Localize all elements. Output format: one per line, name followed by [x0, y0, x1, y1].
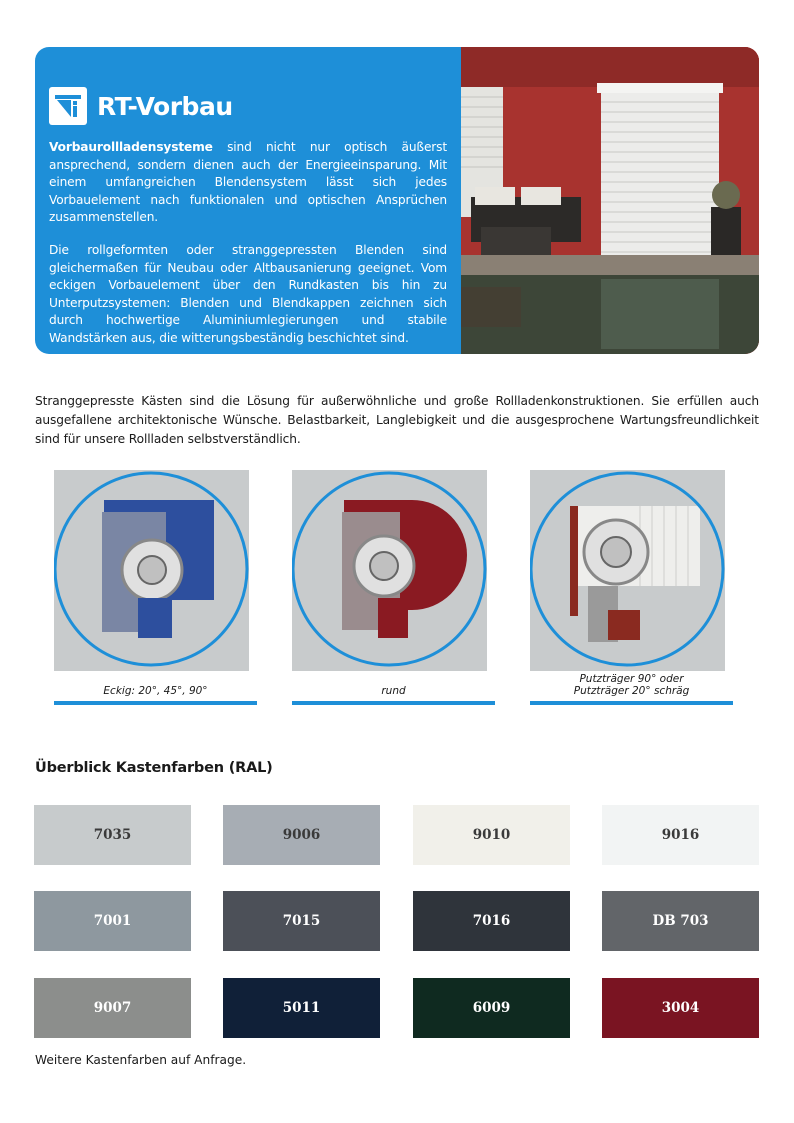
title-row: [49, 87, 447, 125]
swatch-7016: [413, 891, 570, 951]
product-caption-round: [292, 671, 495, 701]
swatch-7035: [34, 805, 191, 865]
footer-note: Weitere Kastenfarben auf Anfrage.: [35, 1053, 247, 1067]
house-photo: [461, 47, 759, 354]
swatch-label: 7016: [472, 913, 511, 929]
banner-paragraph-1-bold: Vorbaurollladensysteme: [49, 140, 213, 154]
swatch-label: 9016: [661, 827, 700, 843]
product-plaster-box: [530, 470, 733, 705]
swatch-label: 7001: [93, 913, 132, 929]
product-caption-plaster-line2: Putzträger 20° schräg: [573, 685, 690, 697]
product-caption-plaster-line1: Putzträger 90° oder: [579, 673, 684, 685]
swatch-9010: [413, 805, 570, 865]
swatch-label: 5011: [282, 1000, 321, 1016]
header-banner: [35, 47, 759, 354]
product-divider-plaster: [530, 701, 733, 705]
banner-paragraph-1: [49, 139, 447, 227]
swatch-label: 9007: [93, 1000, 132, 1016]
swatch-label: 7035: [93, 827, 132, 843]
swatch-label: 3004: [661, 1000, 700, 1016]
swatch-9006: [223, 805, 380, 865]
swatch-label: 6009: [472, 1000, 511, 1016]
swatch-7015: [223, 891, 380, 951]
product-caption-round-line2: rund: [381, 685, 406, 697]
product-caption-square: [54, 671, 257, 701]
banner-paragraph-1-text: sind nicht nur optisch äußerst ansprechend, sondern dienen auch der Energieeinsparung. Mit einem umfangreichen Blendensystem lässt sich jedes Vorbauelement nach funktionalen und optischen Ansprüchen zusammenstellen.: [49, 140, 447, 225]
banner-paragraph-2: Die rollgeformten oder stranggepressten Blenden sind gleichermaßen für Neubau oder Altbausanierung geeignet. Vom eckigen Vorbauelement über den Rundkasten bis hin zu Unterputzsystemen: Blenden und Blendkappen zeichnen sich durch hochwertige Aluminiumlegierungen und stabile Wandstärken aus, die witterungsbeständig beschichtet sind.: [49, 242, 447, 345]
product-image-square: [54, 470, 249, 671]
swatch-6009: [413, 978, 570, 1038]
product-image-round: [292, 470, 487, 671]
banner-text-panel: [35, 47, 461, 354]
page-title: RT-Vorbau: [97, 91, 233, 121]
rt-logo-icon: [49, 87, 87, 125]
swatch-3004: [602, 978, 759, 1038]
product-divider-round: [292, 701, 495, 705]
product-caption-plaster: [530, 671, 733, 701]
product-round-box: [292, 470, 495, 705]
swatch-7001: [34, 891, 191, 951]
swatch-5011: [223, 978, 380, 1038]
swatch-label: 9010: [472, 827, 511, 843]
intro-paragraph: Stranggepresste Kästen sind die Lösung für außerwöhnliche und große Rollladenkonstruktionen. Sie erfüllen auch ausgefallene architektonische Wünsche. Belastbarkeit, Langlebigkeit und die ausgesprochene Wartungsfreundlichkeit sind für unsere Rollladen selbstverständlich.: [35, 394, 759, 446]
product-square-box: [54, 470, 257, 705]
product-image-plaster: [530, 470, 725, 671]
product-caption-square-line2: Eckig: 20°, 45°, 90°: [103, 685, 208, 697]
swatch-label: DB 703: [652, 913, 709, 929]
swatch-db703: [602, 891, 759, 951]
colors-heading: Überblick Kastenfarben (RAL): [35, 760, 273, 776]
swatch-9016: [602, 805, 759, 865]
swatch-label: 9006: [282, 827, 321, 843]
product-divider-square: [54, 701, 257, 705]
swatch-label: 7015: [282, 913, 321, 929]
swatch-9007: [34, 978, 191, 1038]
